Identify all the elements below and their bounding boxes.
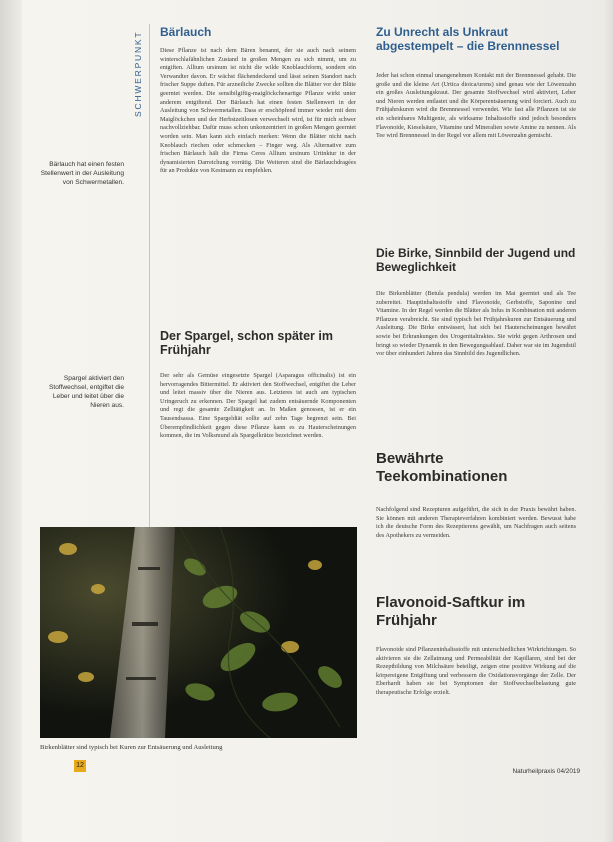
heading-birke: Die Birke, Sinnbild der Jugend und Beweglichkeit xyxy=(376,246,576,274)
section-label: SCHWERPUNKT xyxy=(133,30,143,117)
article-spargel: Der sehr als Gemüse eingesetzte Spargel (Asparagus officinalis) ist ein hervorragendes Bittermittel. Er aktiviert den Stoffwechsel, entgiftet die Leber und leitet massiv über die Nieren aus. Letzteres ist auch am typischen Uringeruch zu erkennen. Der Spargel hat zudem entsäuernde Komponenten und regt die gesamte Zelltätigkeit an. In Maßen genossen, ist er ein Tausendsassa. Eine Spargeldiät sollte auf zehn Tage begrenzt sein. Bei Überempfindlichkeit gegen diese Pflanze kann es zu Hauterscheinungen kommen, die im Volksmund als Spargelkrätze bezeichnet werden. xyxy=(160,372,356,440)
sidenote-spargel: Spargel aktiviert den Stoffwechsel, entgiftet die Leber und leitet über die Nieren aus. xyxy=(48,375,124,409)
article-brennnessel: Jeder hat schon einmal unangenehmen Kontakt mit der Brennnessel gehabt. Die große und die kleine Art (Urtica dioica/urens) sind genau wie der Löwenzahn ein großes Ausleitungskraut. Der gesamte Stoffwechsel wird aktiviert, Leber und Nieren werden entlastet und die Körperentsäuerung wird forciert. Auch zu Frühjahrskuren wird die Brennnessel verwendet. Wie fast alle Pflanzen ist sie ein scheinbares Multigenie, als wirksame Inhaltsstoffe sind jedoch besonders Flavonoide, Kieselsäure, Vitamine und Mineralien sowie Amine zu nennen. Als Tee wird Brennnessel in der Regel vor allem mit Löwenzahn gemischt. xyxy=(376,72,576,140)
heading-brennnessel: Zu Unrecht als Unkraut abgestempelt – die Brennnessel xyxy=(376,25,560,53)
heading-flavonoid-saftkur: Flavonoid-Saftkur im Frühjahr xyxy=(376,594,526,629)
heading-spargel: Der Spargel, schon später im Frühjahr xyxy=(160,329,333,357)
article-birke: Die Birkenblätter (Betula pendula) werden im Mai geerntet und als Tee zubereitet. Hauptinhaltsstoffe sind Flavonoide, Gerbstoffe, Saponine und Vitamine. In der Regel werden die Blätter als Infus in Kombination mit anderen Pflanzen verabreicht. Sie sind typisch bei Frühjahrskuren zur Entsäuerung und Ausleitung. Die Birke entwässert, hat sich bei Hauterscheinungen bewährt sowie bei Erkrankungen des Urogenitaltraktes. Sie wirkt gegen Arthrosen und bringt so wieder Dynamik in den Bewegungsablauf. Daher war sie im Jugendstil vor über einhundert Jahren das Sinnbild des Jugendlichen. xyxy=(376,290,576,358)
heading-baerlauch: Bärlauch xyxy=(160,25,212,39)
article-flavonoid-saftkur: Flavonoide sind Pflanzeninhaltsstoffe mit unterschiedlichen Wirkrichtungen. So aktivieren sie die Zellatmung und Permeabilität der Kapillaren, sind bei der Rezeptbildung von Milchsäure beteiligt, zeigen eine positive Wirkung auf die körpereigene Entgiftung und verbessern die Oxidationsvorgänge der Zelle. Der Eberhardt haben sie bei Symptomen der Stoffwechselbelastung gute therapeutische Erfolge erzielt. xyxy=(376,646,576,696)
birch-leaves-photo xyxy=(40,527,357,738)
sidenote-baerlauch: Bärlauch hat einen festen Stellenwert in der Ausleitung von Schwermetallen. xyxy=(40,161,124,186)
photo-illustration xyxy=(40,527,357,738)
article-baerlauch: Diese Pflanze ist nach dem Bären benannt, der sie auch nach seinem winterschlafähnlichen Zustand in großen Mengen zu sich nimmt, um zu entgiften. Allium ursinum ist nicht die wilde Knoblauchform, sondern ein Verwandter davon. Er wächst flächendeckend und lässt seinen Standort nach frischer Suppe duften. Für arzneiliche Zwecke sollten die Blätter vor der Blüte geerntet werden. Die sensibilgiftig-maiglöckchenartige Pflanze wirkt unter anderem entgiftend. Der Bärlauch hat einen festen Stellenwert in der Ausleitung von Schwermetallen. Dass er erschöpfend immer wieder mit dem Maiglöckchen und der Herbstzeitlosen verwechselt wird, ist für mich schwer nachvollziehbar. Dafür muss schon unkonzentriert in großen Mengen geerntet worden sein. Man kann sich einfach merken: Wenn die Blätter nicht nach Knoblauch riechen oder schmecken – Finger weg. Als Alternative zum frischen Bärlauch hält die Firma Ceres Allium ursinum Urtinktur in der dynamisierten Darreichung vorrätig. Die Weiteren sind die Bärlauchdragées für an Produkte von Kestmann zu empfehlen. xyxy=(160,47,356,175)
page-gutter-shadow xyxy=(0,0,22,842)
article-teekombinationen: Nachfolgend sind Rezepturen aufgeführt, die sich in der Praxis bewährt haben. Sie können mit anderen Therapieverfahren kombiniert werden. Bewusst habe ich die deutsche Form des Rezeptierens gewählt, um Nachfragen auch seitens des Apothekers zu vermeiden. xyxy=(376,506,576,539)
page-edge-shadow xyxy=(603,0,613,842)
photo-caption: Birkenblätter sind typisch bei Kuren zur Entsäuerung und Ausleitung xyxy=(40,744,223,751)
page-number: 12 xyxy=(74,760,86,772)
heading-teekombinationen: Bewährte Teekombinationen xyxy=(376,450,508,485)
footer-publication: Naturheilpraxis 04/2019 xyxy=(512,768,580,775)
